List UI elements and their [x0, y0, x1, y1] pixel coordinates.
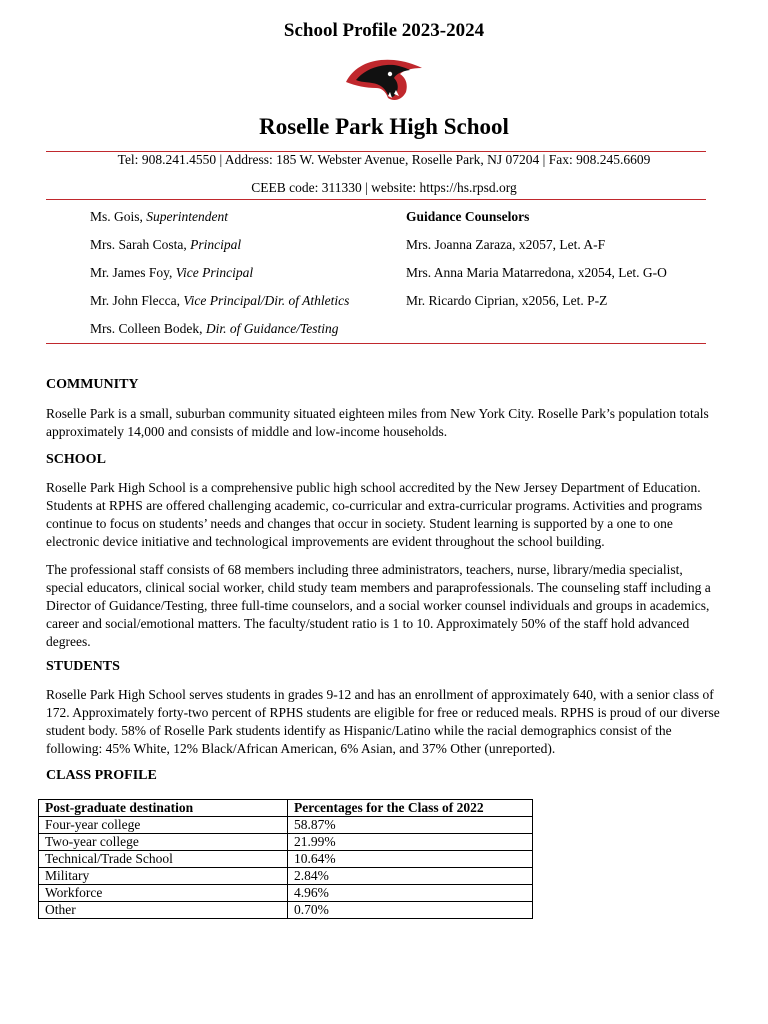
table-row: [39, 868, 533, 885]
table-row: [39, 834, 533, 851]
divider: [46, 343, 706, 344]
counselor-item: Mrs. Anna Maria Matarredona, x2054, Let. G-O: [406, 265, 667, 280]
counselor-item: Mr. Ricardo Ciprian, x2056, Let. P-Z: [406, 293, 608, 308]
class-profile-table: [38, 799, 533, 919]
table-cell: 2.84%: [288, 868, 533, 885]
table-cell: Four-year college: [39, 817, 288, 834]
school-name: Roselle Park High School: [259, 114, 509, 139]
school-text-1: Roselle Park High School is a comprehensive public high school accredited by the New Jersey Department of Education. Students at RPHS are offered challenging academic, co-curricular and extra-curricular programs. Activities and programs continue to focus on students’ needs and changes that occur in society. Student learning is supported by a one to one electronic device initiative and technological improvements are evident throughout the school building.: [46, 480, 703, 549]
column-header: Post-graduate destination: [39, 800, 288, 817]
panther-logo-icon: [342, 52, 424, 104]
table-cell: Workforce: [39, 885, 288, 902]
divider: [46, 199, 706, 200]
column-header: Percentages for the Class of 2022: [288, 800, 533, 817]
table-cell: 58.87%: [288, 817, 533, 834]
staff-superintendent: Ms. Gois, Superintendent: [90, 209, 228, 224]
table-cell: 4.96%: [288, 885, 533, 902]
table-row: [39, 902, 533, 919]
class-profile-heading: CLASS PROFILE: [46, 768, 157, 783]
contact-line-2: CEEB code: 311330 | website: https://hs.rpsd.org: [251, 180, 517, 195]
table-cell: Two-year college: [39, 834, 288, 851]
table-row: [39, 817, 533, 834]
counselor-item: Mrs. Joanna Zaraza, x2057, Let. A-F: [406, 237, 606, 252]
guidance-heading: Guidance Counselors: [406, 209, 530, 224]
staff-vice-principal: Mr. James Foy, Vice Principal: [90, 265, 254, 280]
community-heading: COMMUNITY: [46, 377, 139, 392]
staff-vice-principal-athletics: Mr. John Flecca, Vice Principal/Dir. of Athletics: [90, 293, 350, 308]
staff-guidance-director: Mrs. Colleen Bodek, Dir. of Guidance/Testing: [90, 321, 339, 336]
staff-principal: Mrs. Sarah Costa, Principal: [90, 237, 242, 252]
table-header-row: [39, 800, 533, 817]
table-cell: Military: [39, 868, 288, 885]
table-cell: Technical/Trade School: [39, 851, 288, 868]
students-text: Roselle Park High School serves students in grades 9-12 and has an enrollment of approximately 640, with a senior class of 172. Approximately forty-two percent of RPHS students are eligible for free or reduced meals. RPHS is proud of our diverse student body. 58% of Roselle Park students identify as Hispanic/Latino while the racial demographics consist of the following: 45% White, 12% Black/African American, 6% Asian, and 37% Other (unreported).: [46, 687, 720, 756]
school-text-2: The professional staff consists of 68 members including three administrators, teachers, nurse, library/media specialist, special educators, clinical social worker, child study team members and paraprofessionals. The counseling staff including a Director of Guidance/Testing, three full-time counselors, and a social worker counsel individuals and groups in academics, career and social/emotional matters. The faculty/student ratio is 1 to 10. Approximately 50% of the staff hold advanced degrees.: [46, 562, 711, 649]
contact-line-1: Tel: 908.241.4550 | Address: 185 W. Webster Avenue, Roselle Park, NJ 07204 | Fax: 908.245.6609: [117, 152, 651, 167]
table-cell: 0.70%: [288, 902, 533, 919]
table-row: [39, 885, 533, 902]
page-title: School Profile 2023-2024: [283, 20, 485, 41]
table-cell: 10.64%: [288, 851, 533, 868]
table-cell: Other: [39, 902, 288, 919]
community-text: Roselle Park is a small, suburban community situated eighteen miles from New York City. Roselle Park’s population totals approximately 14,000 and consists of middle and low-income households.: [46, 406, 709, 439]
students-heading: STUDENTS: [46, 659, 120, 674]
table-row: [39, 851, 533, 868]
table-cell: 21.99%: [288, 834, 533, 851]
school-heading: SCHOOL: [46, 452, 106, 467]
